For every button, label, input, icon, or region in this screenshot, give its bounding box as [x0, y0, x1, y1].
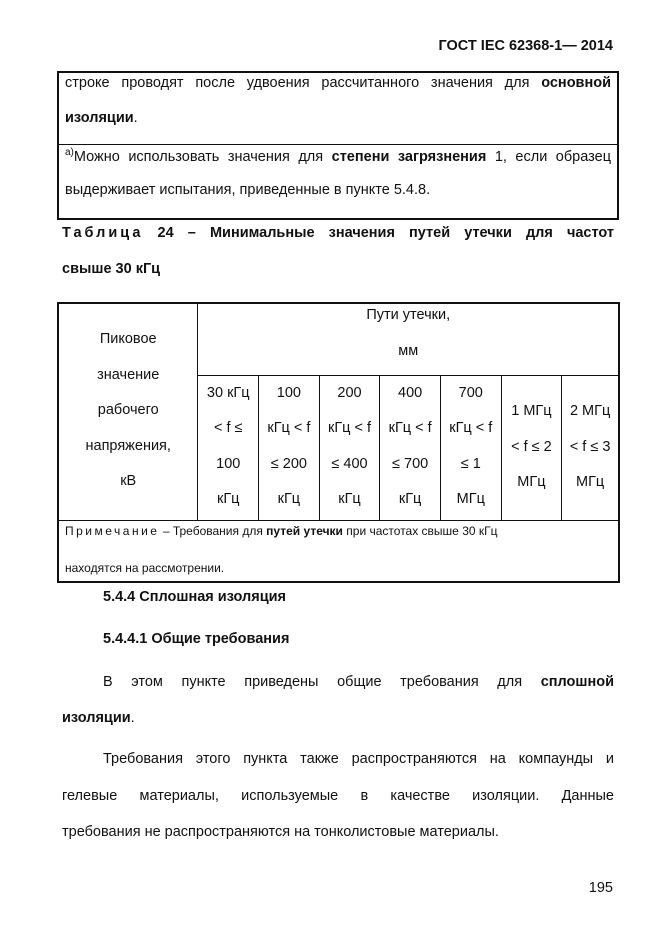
cell-line: ≤ 400	[331, 455, 368, 472]
box-row-1	[59, 73, 617, 145]
cell-line: 1 МГц	[511, 403, 552, 420]
col-5	[440, 375, 501, 520]
paragraph-2-line-1: Требования этого пункта также распространяются на компаунды и	[103, 751, 614, 767]
section-heading-5-4-4-1: 5.4.4.1 Общие требования	[103, 631, 290, 647]
group-header-line-2: мм	[398, 343, 419, 359]
page-number: 195	[588, 880, 613, 896]
cell-line: ≤ 700	[392, 455, 429, 472]
cell-line: МГц	[576, 474, 605, 491]
paragraph-1-line-1: В этом пункте приведены общие требования для сплошной	[103, 674, 615, 690]
cell-line: 100	[276, 384, 301, 401]
col-4	[380, 375, 441, 520]
continued-table-box	[57, 71, 619, 220]
cell-line: кГц	[277, 491, 301, 507]
paragraph-1-line-2: изоляции.	[62, 710, 135, 726]
group-header-cell	[198, 303, 619, 375]
cell-line: 30 кГц	[206, 384, 250, 401]
paragraph-2-line-2: гелевые материалы, используемые в качестве изоляции. Данные	[62, 788, 614, 804]
col-6	[501, 375, 562, 520]
box-line-2: изоляции.	[65, 110, 138, 126]
cell-line: 2 МГц	[569, 403, 611, 420]
row-header-line: кВ	[120, 473, 137, 489]
cell-line: 400	[398, 384, 423, 401]
document-header: ГОСТ IEC 62368-1— 2014	[438, 38, 613, 54]
cell-line: МГц	[456, 491, 485, 507]
cell-line: < f ≤ 3	[569, 438, 611, 455]
col-2	[259, 375, 320, 520]
row-header-line: рабочего	[97, 402, 159, 418]
col-7	[562, 375, 619, 520]
box-row-2	[59, 145, 617, 218]
cell-line: < f ≤	[213, 420, 243, 436]
cell-line: кГц	[338, 491, 361, 507]
cell-line: 200	[337, 384, 362, 401]
group-header-line-1: Пути утечки,	[366, 307, 451, 323]
cell-line: < f ≤ 2	[511, 438, 552, 455]
footnote-line-1: $^{а)}$Можно использовать значения для степени загрязнения 1, если образец	[65, 147, 611, 165]
row-header-line: напряжения,	[85, 437, 171, 454]
row-header-line: значение	[97, 366, 160, 383]
footnote-mark: а)	[65, 147, 74, 158]
cell-line: ≤ 200	[270, 455, 307, 472]
row-header-cell	[58, 303, 198, 520]
cell-line: кГц	[398, 491, 422, 507]
paragraph-2-line-3: требования не распространяются на тонколистовые материалы.	[62, 824, 499, 840]
cell-line: МГц	[517, 474, 546, 491]
cell-line: 700	[458, 384, 483, 401]
cell-line: кГц < f	[267, 420, 311, 436]
cell-line: кГц	[216, 491, 240, 507]
col-3	[319, 375, 380, 520]
col-1	[198, 375, 259, 520]
cell-line: 100	[216, 455, 241, 472]
cell-line: ≤ 1	[460, 455, 481, 472]
cell-line: кГц < f	[327, 420, 372, 436]
row-header-line: Пиковое	[99, 331, 157, 347]
table-caption-line-2: свыше 30 кГц	[62, 261, 161, 277]
box-line-1: строке проводят после удвоения рассчитанного значения для основной	[65, 75, 611, 91]
creepage-table	[57, 302, 620, 583]
cell-line: кГц < f	[449, 420, 493, 436]
table-caption-line-1: Таблица 24 – Минимальные значения путей утечки для частот	[62, 225, 614, 241]
footnote-line-2: выдерживает испытания, приведенные в пункте 5.4.8.	[65, 182, 431, 198]
section-heading-5-4-4: 5.4.4 Сплошная изоляция	[103, 589, 286, 605]
cell-line: кГц < f	[388, 420, 432, 436]
table-note: Примечание – Требования для путей утечки при частотах свыше 30 кГц находятся на рассмотрении.	[58, 520, 619, 582]
